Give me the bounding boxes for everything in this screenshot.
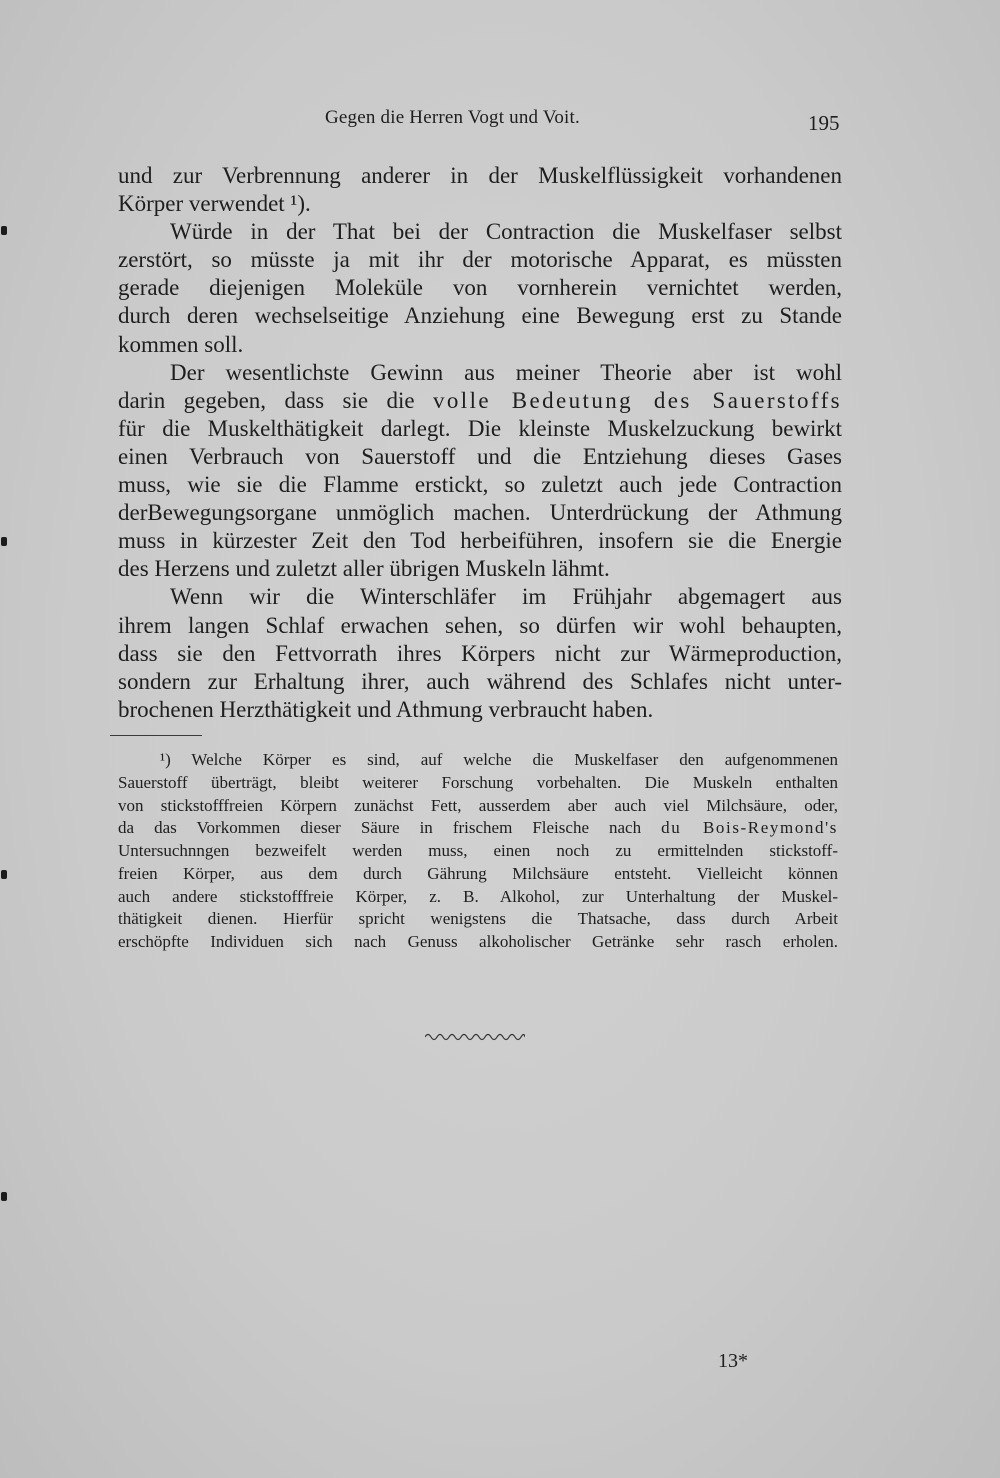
binding-mark: [1, 1192, 7, 1201]
footnote-line: auch andere stickstofffreie Körper, z. B. Alkohol, zur Unterhaltung der Muskel-: [118, 886, 838, 906]
text-run: darin gegeben, dass sie die: [118, 387, 433, 413]
binding-mark: [1, 537, 7, 546]
text-line: muss, wie sie die Flamme erstickt, so zuletzt auch jede Contraction: [118, 472, 842, 498]
text-line: kommen soll.: [118, 331, 244, 357]
footnote-line: erschöpfte Individuen sich nach Genuss alkoholischer Getränke sehr rasch erholen.: [118, 932, 838, 951]
text-line: und zur Verbrennung anderer in der Muskelflüssigkeit vorhandenen: [118, 163, 842, 188]
paragraph: [118, 218, 842, 358]
binding-mark: [1, 870, 7, 879]
text-line: derBewegungsorgane unmöglich machen. Unterdrückung der Athmung: [118, 500, 842, 526]
text-line: Körper verwendet ¹).: [118, 191, 311, 217]
running-title: Gegen die Herren Vogt und Voit.: [325, 107, 580, 128]
footnote: [118, 749, 838, 954]
text-line: gerade diejenigen Moleküle von vornherein vernichtet werden,: [118, 275, 842, 301]
text-line: Der wesentlichste Gewinn aus meiner Theorie aber ist wohl: [170, 359, 842, 385]
body-text: [118, 162, 842, 724]
footnote-line: von stickstofffreien Körpern zunächst Fett, ausserdem aber auch viel Milchsäure, oder,: [118, 795, 838, 815]
text-line: zerstört, so müsste ja mit ihr der motorische Apparat, es müssten: [118, 247, 842, 273]
wavy-ornament: [425, 1031, 525, 1043]
text-line: für die Muskelthätigkeit darlegt. Die kleinste Muskelzuckung bewirkt: [118, 415, 842, 441]
binding-mark: [1, 226, 7, 235]
paragraph: [118, 359, 842, 584]
footnote-line: thätigkeit dienen. Hierfür spricht wenigstens die Thatsache, dass durch Arbeit: [118, 909, 838, 929]
page-number: 195: [808, 111, 840, 135]
text-line: muss in kürzester Zeit den Tod herbeiführen, insofern sie die Energie: [118, 528, 842, 554]
text-line: des Herzens und zuletzt aller übrigen Muskeln lähmt.: [118, 556, 610, 582]
text-line: Wenn wir die Winterschläfer im Frühjahr abgemagert aus: [170, 584, 842, 610]
footnote-line: freien Körper, aus dem durch Gährung Milchsäure entsteht. Vielleicht können: [118, 863, 838, 883]
text-run: da das Vorkommen dieser Säure in frischem Fleische nach: [118, 818, 662, 838]
text-line: durch deren wechselseitige Anziehung eine Bewegung erst zu Stande: [118, 303, 842, 329]
text-line: sondern zur Erhaltung ihrer, auch während des Schlafes nicht unter-: [118, 668, 842, 694]
text-line: Würde in der That bei der Contraction die Muskelfaser selbst: [170, 219, 842, 245]
text-line: ihrem langen Schlaf erwachen sehen, so dürfen wir wohl behaupten,: [118, 612, 842, 638]
text-line: [118, 387, 842, 415]
paragraph: [118, 162, 842, 218]
footnote-rule: [110, 735, 202, 736]
footnote-line: ¹) Welche Körper es sind, auf welche die Muskelfaser den aufgenommenen: [160, 750, 838, 769]
paragraph: [118, 583, 842, 723]
text-line: dass sie den Fettvorrath ihres Körpers nicht zur Wärmeproduction,: [118, 640, 842, 666]
text-line: einen Verbrauch von Sauerstoff und die Entziehung dieses Gases: [118, 443, 842, 469]
spaced-emphasis: du Bois-Reymond's: [661, 818, 838, 838]
text-line: brochenen Herzthätigkeit und Athmung verbraucht haben.: [118, 696, 654, 722]
footnote-line: Sauerstoff überträgt, bleibt weiterer Forschung vorbehalten. Die Muskeln enthalten: [118, 772, 838, 792]
footnote-line: [118, 817, 838, 840]
signature-mark: 13*: [718, 1350, 748, 1372]
spaced-emphasis: volle Bedeutung des Sauerstoffs: [432, 387, 842, 413]
footnote-line: Untersuchnngen bezweifelt werden muss, einen noch zu ermittelnden stickstoff-: [118, 841, 838, 860]
